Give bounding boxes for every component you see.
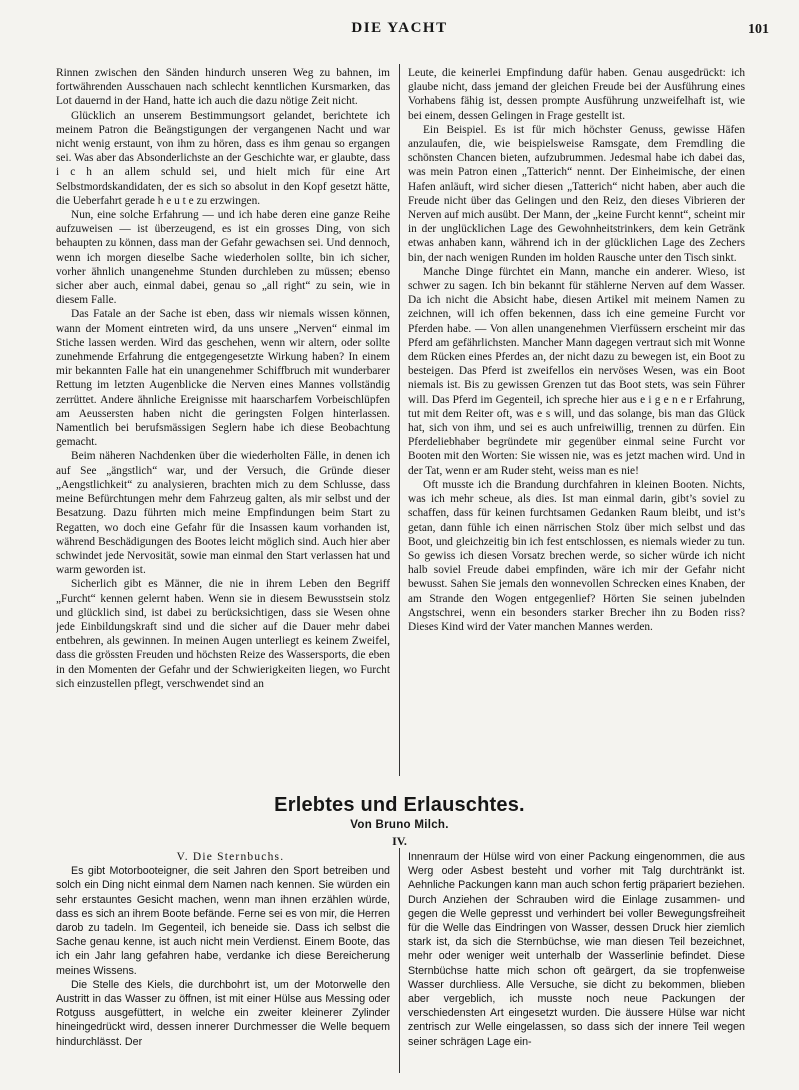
paragraph: Oft musste ich die Brandung durchfahren in kleinen Booten. Nichts, was ich mehr scheue, als dies. Ist man einmal darin, gibt’s soviel zu schaffen, dass für keinen furchtsamen Gedanken Raum bleibt, und ist’s getan, dann fühle ich einen närrischen Stolz über mich selbst und das Boot, und gleichzeitig bin ich fest entschlossen, es niemals wieder zu tun. So gewiss ich diesen Vorsatz brechen werde, so sicher würde ich nicht halb soviel Freude dabei empfinden, wäre ich mir der Gefahr nicht bewusst. Sahen Sie jemals den wonnevollen Schrecken eines Knaben, der am Strande den Wogen entgegenlief? Hörten Sie seinen jubelnden Angstschrei, wenn ein besonders starker Brecher ihn zu Boden riss? Dieses Kind wird der Vater manchen Mannes werden. <box>408 478 745 633</box>
paragraph: Ein Beispiel. Es ist für mich höchster Genuss, gewisse Häfen anzulaufen, die, wie beispielsweise Ramsgate, dem Fremdling die schönsten Chancen bieten, aufzubrummen. Jedesmal habe ich dabei das, was mein Patron einen „Tatterich“ nennt. Der Einheimische, der einen Hafen anläuft, wird sicher diesen „Tatterich“ nicht haben, aber auch die Freude nicht über das Gelingen und den Reiz, den dieses Vibrieren der Nerven auf mich ausübt. Der Mann, der „keine Furcht kennt“, scheint mir in der unglücklichen Lage des Gewohnheitstrinkers, dem kein Getränk etwas anhaben kann, während ich in der glücklichen Lage des Zechers bin, der nach wenigen Runden im holden Rausche unter den Tisch sinkt. <box>408 123 745 264</box>
article-part-number: IV. <box>392 834 407 848</box>
paragraph: Nun, eine solche Erfahrung — und ich habe deren eine ganze Reihe aufzuweisen — ist überzeugend, es ist ein grosses Ding, von sich behaupten zu können, dass man der Gefahr gewachsen sei. Und dennoch, wenn ich morgen dieselbe Sache wiederholen sollte, bin ich sicher, vorher ähnlich unangenehme Stunden durchleben zu müssen; ebenso sicher aber auch, einmal dabei, genau so „all right“ zu sein, wie in diesem Falle. <box>56 209 390 307</box>
article-title: Erlebtes und Erlauschtes. <box>274 794 525 816</box>
paragraph: Leute, die keinerlei Empfindung dafür haben. Genau ausgedrückt: ich glaube nicht, dass jemand der gleichen Freude bei der Ausführung eines Vorhabens fähig ist, dessen prompte Ausführung unzweifelhaft ist, wie bei einem, dessen Gelingen in Frage gestellt ist. <box>408 67 745 122</box>
column-top-right <box>408 66 745 766</box>
paragraph: Glücklich an unserem Bestimmungsort gelandet, berichtete ich meinem Patron die Beängstigungen der vergangenen Nacht und war nicht wenig erstaunt, von ihm zu hören, dass es ihm genau so ergangen sei. Was aber das Absonderlichste an der Geschichte war, er glaubte, dass i c h an allem schuld sei, und hielt mich für eine Art Selbstmordskandidaten, der es sich so absolut in den Kopf gesetzt hätte, die Ueberfahrt gerade h e u t e zu erzwingen. <box>56 109 390 207</box>
article-column-right <box>408 850 745 1078</box>
section-heading: V. Die Sternbuchs. <box>176 851 285 863</box>
article-author: Von Bruno Milch. <box>350 819 449 831</box>
running-header-title: DIE YACHT <box>351 20 448 36</box>
paragraph: Das Fatale an der Sache ist eben, dass wir niemals wissen können, wann der Moment eintreten wird, da uns unsere „Nerven“ einmal im Stiche lassen werden. Wird das geschehen, wenn wir altern, oder sollte zunehmende Erfahrung die entgegengesetzte Wirkung haben? In einem mir bekannten Falle hat ein unangenehmer Schiffbruch mit wunderbarer Rettung im letzten Augenblicke die Nerven eines Mannes vollständig zerrüttet. Andere ähnliche Ereignisse mit haarscharfem Vorbeischlüpfen am Aeussersten haben nicht die geringsten Folgen hinterlassen. Namentlich bei berufsmässigen Seglern habe ich diese Beobachtung gemacht. <box>56 308 390 449</box>
paragraph: Innenraum der Hülse wird von einer Packung eingenommen, die aus Werg oder Asbest besteht und vorher mit Talg durchtränkt ist. Aehnliche Packungen kann man auch schon fertig präpariert beziehen. Durch Anziehen der Schrauben wird die Einlage zusammen- und gegen die Welle gepresst und verhindert bei voller Bewegungsfreiheit für die Welle das Eindringen von Wasser, dessen Druck hier ziemlich stark ist, da sich die Sternbüchse, wie man diesen Teil bezeichnet, mehr oder weniger weit unterhalb der Wasserlinie befindet. Diese Sternbüchse hatte mich schon oft geärgert, da sie tropfenweise Wasser durchliess. Alle Versuche, sie dicht zu bekommen, blieben aber vergeblich, ich musste noch neue Packungen der verschiedensten Art eingesetzt wurden. Die äussere Hülse war nicht zentrisch zur Welle eingelassen, so dass sich der innere Teil wegen seiner schrägen Lage ein- <box>408 851 745 1048</box>
article-column-left <box>56 850 390 1078</box>
column-top-left <box>56 66 390 766</box>
column-divider <box>399 848 400 1073</box>
paragraph: Rinnen zwischen den Sänden hindurch unseren Weg zu bahnen, im fortwährenden Ausschauen nach schlecht kenntlichen Kursmarken, das Lot dauernd in der Hand, hatte ich auch die dazu nötige Zeit nicht. <box>56 67 390 108</box>
paragraph: Sicherlich gibt es Männer, die nie in ihrem Leben den Begriff „Furcht“ kennen gelernt haben. Wenn sie in diesem Bewusstsein stolz und glücklich sind, ist dabei zu berücksichtigen, dass sie Wesen ohne jede Einbildungskraft sind und die sicher auf die Dauer mehr dabei entbehren, als gewinnen. In meinen Augen unterliegt es keinem Zweifel, dass die grössten Freuden und höchsten Reize des Wassersports, die eben in den Momenten der Gefahr und der Schwierigkeiten liegen, wo Furcht sich einzustellen pflegt, verschwendet sind an <box>56 578 390 690</box>
paragraph: Beim näheren Nachdenken über die wiederholten Fälle, in denen ich auf See „ängstlich“ war, und der Versuch, die Gründe dieser „Aengstlichkeit“ zu analysieren, brachten mich zu dem Schlusse, dass meine Befürchtungen mehr dem Fahrzeug galten, als mir selbst und der Besatzung. Dazu führten mich meine Empfindungen beim Start zu Regatten, wo doch eine Gefahr für die Insassen kaum vorhanden ist, während Beschädigungen des Bootes leicht möglich sind. Auch hier aber schwindet jede Nervosität, sowie man einmal den Start verlassen hat und warm geworden ist. <box>56 450 390 577</box>
paragraph: Die Stelle des Kiels, die durchbohrt ist, um der Motorwelle den Austritt in das Wasser zu öffnen, ist mit einer Hülse aus Messing oder Rotguss ausgefüttert, in welche ein zweiter kleinerer Zylinder hineingedrückt wird, dessen innerer Durchmesser die Welle bequem hindurchlässt. Der <box>56 978 390 1048</box>
column-divider <box>399 64 400 776</box>
paragraph: Es gibt Motorbooteigner, die seit Jahren den Sport betreiben und solch ein Ding nicht einmal dem Namen nach kennen. Sie würden ein sehr erstauntes Gesicht machen, wenn man ihnen erzählen würde, dass es sich an ihrem Boote befände. Ferne sei es von mir, die Herren darob zu tadeln. Im Gegenteil, ich beneide sie. Dass ich selbst die Sache genau kenne, ist auch nicht mein Verdienst. Einem Boote, das ich ein Jahr lang gefahren habe, verdanke ich diese Bereicherung meines Wissens. <box>56 865 390 977</box>
page-number: 101 <box>748 22 769 37</box>
paragraph: Manche Dinge fürchtet ein Mann, manche ein anderer. Wieso, ist schwer zu sagen. Ich bin bekannt für stählerne Nerven auf dem Wasser. Da ich nicht die Absicht habe, diesen Artikel mit meinem Namen zu zeichnen, will ich offen bekennen, dass ich eine gemeine Furcht vor Pferden habe. — Von allen unangenehmen Vierfüssern erscheint mir das Pferd am gefährlichsten. Mancher Mann dagegen vertraut sich mit Wonne dem Rücken eines Pferdes an, der nicht dazu zu bewegen ist, ein Boot zu besteigen. Das Pferd ist zweifellos ein nervöses Wesen, was ein Boot niemals ist. Bis zu gewissen Grenzen tut das Boot stets, was sein Führer will. Das Pferd im Gegenteil, ich spreche hier aus e i g e n e r Erfahrung, tut mit dem Reiter oft, was e s will, und das solange, bis man das Glück hat, sich von ihm, und sei es auch unfreiwillig, trennen zu dürfen. Ein Pferdeliebhaber begründete mir gegenüber einmal seine Furcht vor Booten mit den Worten: Sie wissen nie, was es jetzt machen wird. Und in der Tat, wenn er am Ruder steht, weiss man es nie! <box>408 265 745 477</box>
